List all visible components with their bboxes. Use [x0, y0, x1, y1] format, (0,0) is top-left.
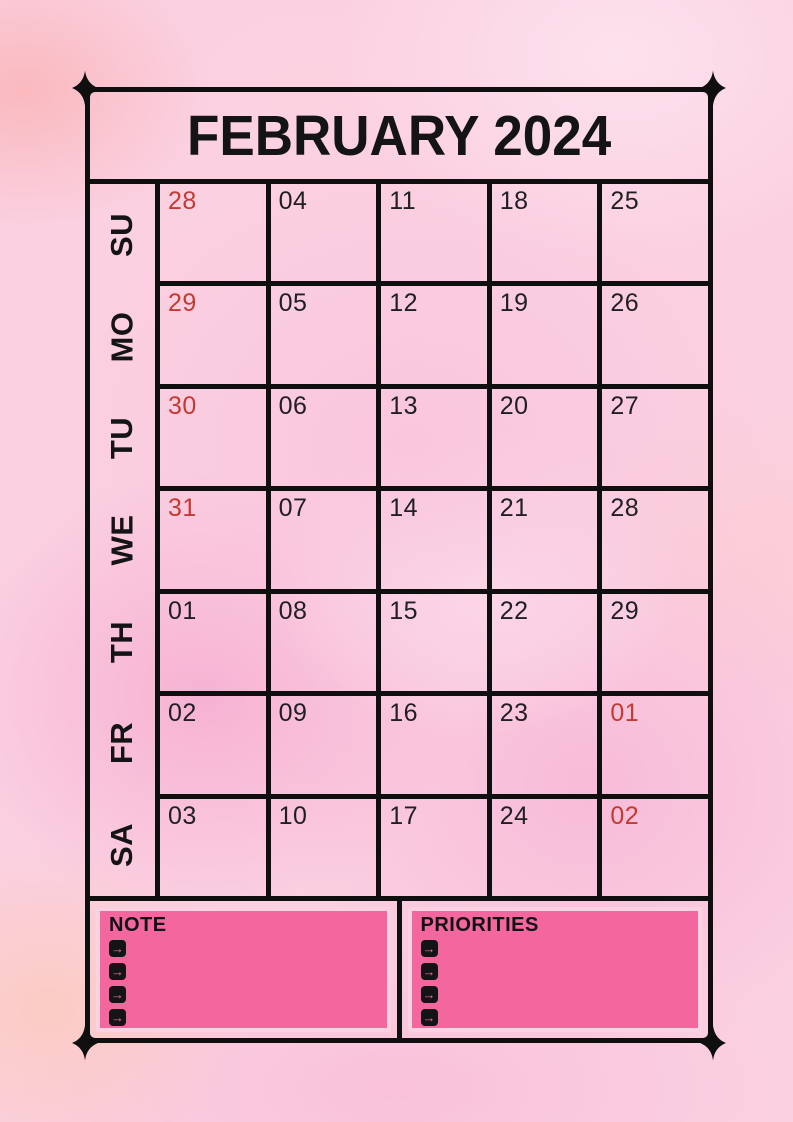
date-number: 29	[610, 596, 640, 625]
arrow-right-icon: →	[422, 987, 436, 1002]
date-cell	[492, 594, 603, 691]
date-cell	[160, 184, 271, 281]
arrow-right-icon: →	[111, 1010, 124, 1025]
date-number: 18	[499, 187, 529, 215]
date-number: 01	[168, 596, 197, 625]
arrow-right-icon: →	[111, 987, 124, 1002]
date-number: 12	[389, 289, 418, 318]
note-bullet-list	[109, 940, 378, 1026]
date-cell	[160, 389, 271, 486]
calendar-frame	[85, 87, 713, 1043]
date-cell	[602, 799, 708, 896]
date-number: 03	[168, 801, 197, 830]
arrow-right-icon: →	[111, 941, 124, 956]
priorities-half	[402, 901, 709, 1038]
day-slot-mo	[90, 286, 155, 388]
date-number: 23	[499, 699, 529, 728]
date-number: 06	[278, 391, 308, 420]
date-cell	[381, 594, 492, 691]
calendar-row-th	[160, 594, 708, 696]
day-label: SA	[104, 823, 140, 868]
date-cell	[160, 799, 271, 896]
date-cell	[381, 491, 492, 588]
date-number: 30	[168, 391, 197, 420]
date-number: 15	[389, 596, 418, 625]
day-label: FR	[104, 722, 140, 765]
date-cell	[492, 184, 603, 281]
date-cell	[160, 696, 271, 793]
calendar-header	[90, 92, 708, 184]
date-number: 20	[499, 391, 529, 420]
date-number: 02	[168, 699, 197, 728]
date-number: 16	[389, 699, 418, 728]
priorities-bullet-list	[421, 940, 690, 1026]
date-number: 26	[610, 289, 640, 318]
note-box	[96, 907, 391, 1032]
date-cell	[602, 491, 708, 588]
date-cell	[381, 389, 492, 486]
date-number: 28	[168, 187, 197, 215]
page-title: FEBRUARY 2024	[186, 103, 612, 168]
arrow-right-icon: →	[422, 941, 436, 956]
date-cell	[602, 594, 708, 691]
date-number: 13	[389, 391, 418, 420]
calendar-body	[90, 184, 708, 896]
arrow-right-icon: →	[422, 1010, 436, 1025]
date-number: 28	[610, 494, 640, 523]
date-cell	[271, 696, 382, 793]
date-cell	[271, 389, 382, 486]
date-cell	[492, 799, 603, 896]
date-cell	[492, 696, 603, 793]
date-cell	[492, 286, 603, 383]
date-cell	[381, 286, 492, 383]
arrow-right-icon: →	[111, 964, 124, 979]
date-cell	[602, 184, 708, 281]
date-cell	[492, 389, 603, 486]
day-label-column	[90, 184, 160, 896]
calendar-row-we	[160, 491, 708, 593]
date-number: 11	[389, 187, 417, 215]
date-number: 10	[278, 801, 308, 830]
priorities-box	[408, 907, 703, 1032]
date-number: 21	[499, 494, 529, 523]
date-number: 31	[168, 494, 197, 523]
date-cell	[271, 184, 382, 281]
date-number: 25	[610, 187, 640, 215]
date-cell	[602, 696, 708, 793]
date-cell	[271, 286, 382, 383]
calendar-row-su	[160, 184, 708, 286]
date-number: 09	[278, 699, 308, 728]
date-number: 04	[278, 187, 308, 215]
date-number: 02	[610, 801, 640, 830]
note-label: NOTE	[109, 914, 167, 936]
note-half	[90, 901, 402, 1038]
day-label: TU	[104, 417, 140, 460]
day-label: WE	[104, 514, 140, 566]
date-number: 14	[389, 494, 418, 523]
day-slot-fr	[90, 693, 155, 795]
arrow-right-icon: →	[422, 964, 436, 979]
day-slot-tu	[90, 387, 155, 489]
date-number: 08	[278, 596, 308, 625]
day-slot-su	[90, 184, 155, 286]
priorities-label: PRIORITIES	[420, 914, 539, 936]
date-grid	[160, 184, 708, 896]
day-label: TH	[104, 620, 140, 663]
day-slot-we	[90, 489, 155, 591]
date-cell	[160, 286, 271, 383]
day-slot-sa	[90, 794, 155, 896]
date-cell	[602, 389, 708, 486]
day-slot-th	[90, 591, 155, 693]
date-number: 07	[278, 494, 308, 523]
date-number: 05	[278, 289, 308, 318]
date-cell	[602, 286, 708, 383]
date-number: 29	[168, 289, 197, 318]
calendar-row-sa	[160, 799, 708, 896]
day-label: MO	[104, 311, 140, 363]
day-label: SU	[104, 212, 140, 257]
calendar-row-tu	[160, 389, 708, 491]
notes-section	[90, 896, 708, 1038]
date-number: 19	[499, 289, 529, 318]
date-number: 17	[389, 801, 418, 830]
date-cell	[271, 491, 382, 588]
date-cell	[492, 491, 603, 588]
date-number: 01	[610, 699, 640, 728]
date-cell	[160, 491, 271, 588]
date-cell	[160, 594, 271, 691]
date-cell	[381, 184, 492, 281]
date-cell	[381, 799, 492, 896]
date-number: 22	[499, 596, 529, 625]
date-number: 27	[610, 391, 640, 420]
calendar-row-mo	[160, 286, 708, 388]
date-cell	[271, 799, 382, 896]
date-number: 24	[499, 801, 529, 830]
date-cell	[381, 696, 492, 793]
calendar-row-fr	[160, 696, 708, 798]
date-cell	[271, 594, 382, 691]
